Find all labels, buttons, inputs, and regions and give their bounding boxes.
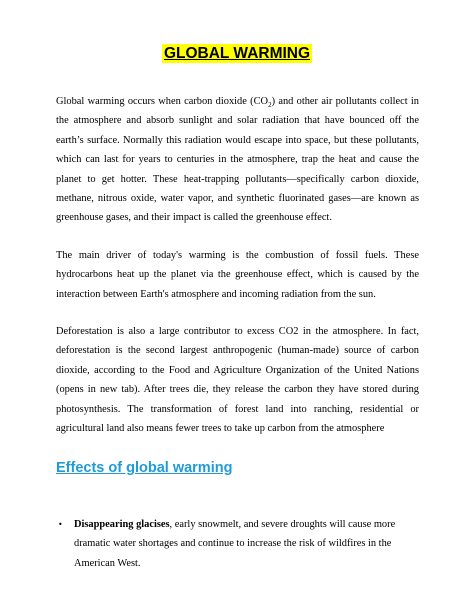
section-heading-effects: Effects of global warming [56,460,233,476]
co2-subscript: 2 [268,101,272,110]
title-container [0,44,474,63]
bullet-text [74,515,419,573]
bullet-body: , early snowmelt, and severe droughts will cause more dramatic water shortages and continue to increase the risk of wildfires in the American West. [74,519,396,569]
paragraph-intro-rest: ) and other air pollutants collect in the atmosphere and absorb sunlight and solar radiation that have bounced off the earth’s surface. Normally this radiation would escape into space, but these pollutants, which can last for years to centuries in the atmosphere, trap the heat and cause the planet to get hotter. These heat-trapping pollutants—specifically carbon dioxide, methane, nitrous oxide, water vapor, and synthetic fluorinated gases—are known as greenhouse gases, and their impact is called the greenhouse effect. [56,96,419,224]
paragraph-fossil-fuels: The main driver of today's warming is the combustion of fossil fuels. These hydrocarbons heat up the planet via the greenhouse effect, which is caused by the interaction between Earth's atmosphere and incoming radiation from the sun. [56,250,419,300]
document-title: GLOBAL WARMING [163,45,311,62]
paragraph-intro [56,92,419,228]
paragraph-deforestation: Deforestation is also a large contributor to excess CO2 in the atmosphere. In fact, deforestation is the second largest anthropogenic (human-made) source of carbon dioxide, according to the Food and Agriculture Organization of the United Nations (opens in new tab). After trees die, they release the carbon they have stored during photosynthesis. The transformation of forest land into ranching, residential or agricultural land also means fewer trees to take up carbon from the atmosphere [56,326,419,435]
bullet-marker: • [58,520,63,529]
bullet-bold-lead: Disappearing glacises [74,519,170,530]
paragraph-intro-start: Global warming occurs when carbon dioxide (CO [56,96,269,107]
list-item [58,515,419,573]
